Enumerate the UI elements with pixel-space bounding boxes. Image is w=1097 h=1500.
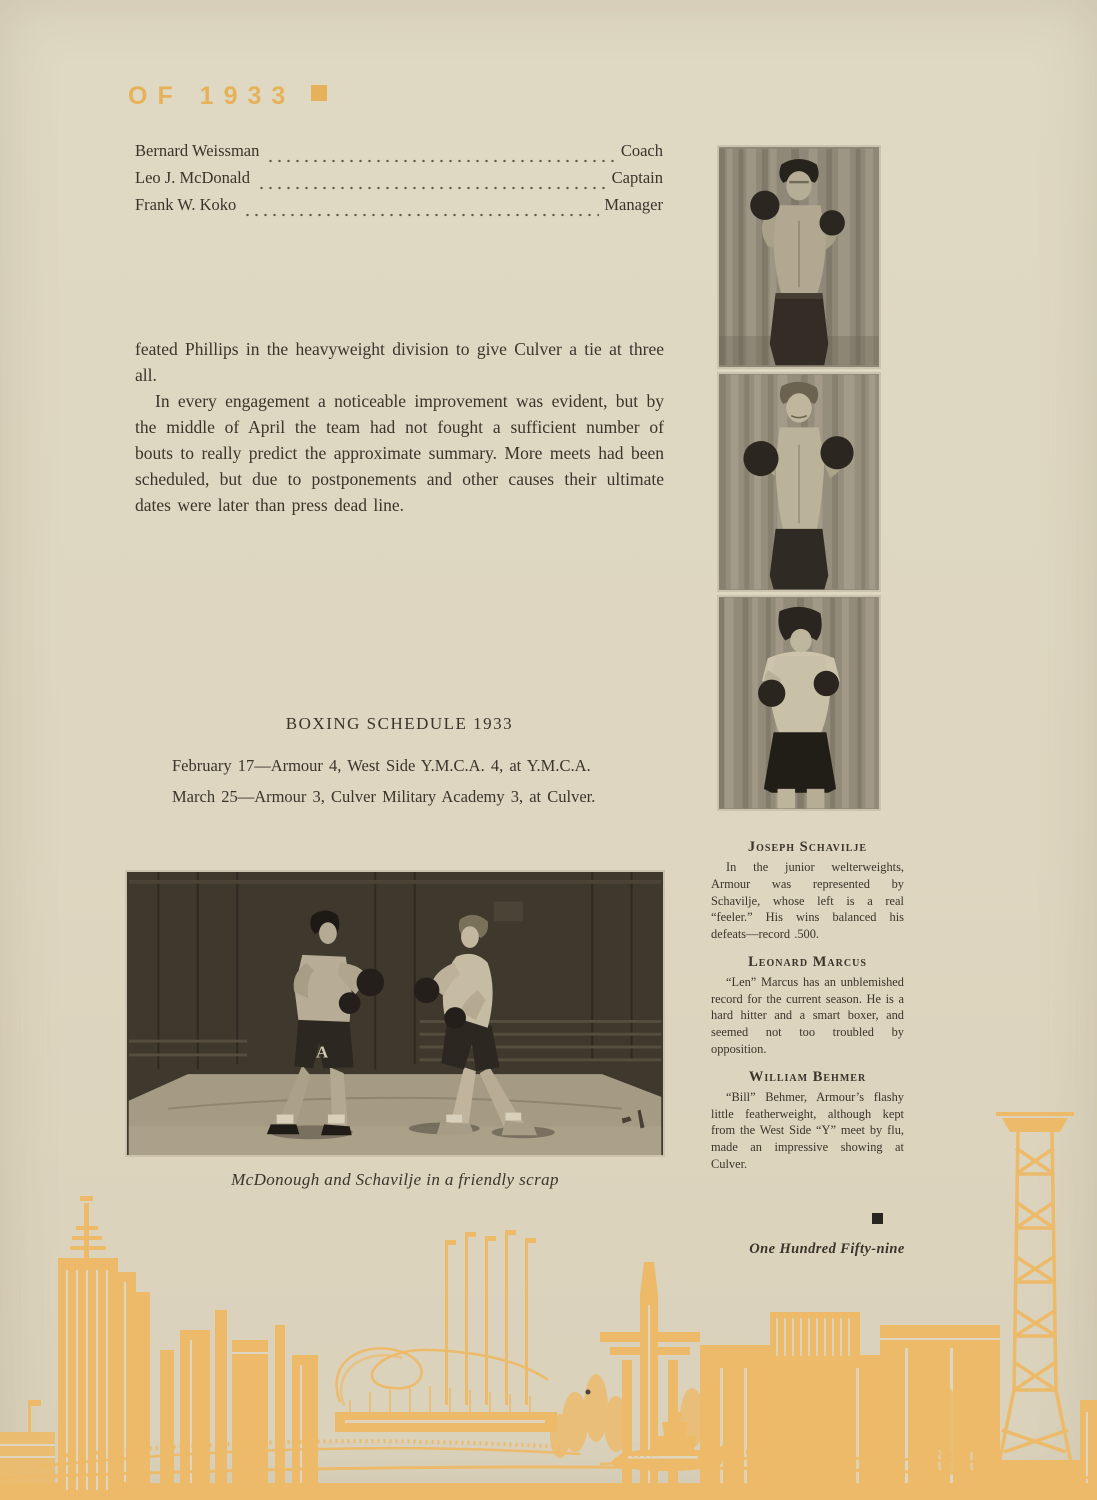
bio-leonard-marcus xyxy=(711,955,904,1058)
page-title: OF 1933 xyxy=(128,82,296,110)
article-paragraph: In every engagement a noticeable improvement was evident, but by the middle of April the team had not fought a sufficient number of bouts to really predict the approximate summary. More meets had been scheduled, but due to postponements and other causes their ultimate dates were later than press dead line. xyxy=(135,391,664,515)
bio-text: In the junior welterweights, Armour was represented by Schavilje, whose left is a real “feeler.” His wins balanced his defeats—record .500. xyxy=(711,859,904,942)
roster-name: Leo J. McDonald xyxy=(135,168,251,187)
bio-text: “Bill” Behmer, Armour’s flashy little featherweight, although kept from the West Side “Y” meet by flu, made an impressive showing at Culver. xyxy=(711,1089,904,1171)
bio-text: “Len” Marcus has an unblemished record for the current season. He is a hard hitter and a smart boxer, and seemed not too troubled by opposition. xyxy=(711,974,904,1057)
roster-role: Captain xyxy=(611,168,663,187)
schedule-entry: March 25—Armour 3, Culver Military Academy 3, at Culver. xyxy=(172,787,596,806)
black-square-decoration xyxy=(872,1213,883,1224)
boxer-portrait-photo-3 xyxy=(717,595,881,811)
schedule-list xyxy=(172,750,677,812)
sparring-action-photo xyxy=(125,870,665,1157)
roster-row xyxy=(135,168,663,195)
orange-square-decoration xyxy=(311,85,327,101)
bio-name: Joseph Schavilje xyxy=(747,839,868,855)
roster-row xyxy=(135,141,663,168)
portrait-photo-column xyxy=(717,145,881,814)
trunks-letter: A xyxy=(316,1042,329,1062)
roster-row xyxy=(135,195,663,222)
roster-name: Bernard Weissman xyxy=(135,141,260,160)
article-body xyxy=(135,336,664,518)
page-number: One Hundred Fifty-nine xyxy=(749,1241,905,1257)
dot-leader xyxy=(266,158,615,164)
article-paragraph: feated Phillips in the heavyweight division to give Culver a tie at three all. xyxy=(135,339,664,385)
bio-joseph-schavilje xyxy=(711,840,904,943)
schedule-entry: February 17—Armour 4, West Side Y.M.C.A. 4, at Y.M.C.A. xyxy=(172,756,591,775)
bio-column xyxy=(711,840,904,1173)
dot-leader xyxy=(257,185,607,191)
roster-name: Frank W. Koko xyxy=(135,195,237,214)
boxer-portrait-photo-2 xyxy=(717,372,881,592)
team-roster xyxy=(135,141,663,222)
worlds-fair-skyline-artwork xyxy=(0,1100,1097,1500)
bio-name: William Behmer xyxy=(748,1068,867,1085)
dot-leader xyxy=(243,212,599,218)
boxer-portrait-photo-1 xyxy=(717,145,881,369)
roster-role: Coach xyxy=(620,141,663,160)
bio-name: Leonard Marcus xyxy=(748,953,867,970)
schedule-title: BOXING SCHEDULE 1933 xyxy=(285,714,514,733)
photo-caption: McDonough and Schavilje in a friendly scrap xyxy=(231,1170,559,1189)
bio-william-behmer xyxy=(711,1070,904,1173)
roster-role: Manager xyxy=(604,195,663,214)
page-masthead xyxy=(128,84,327,109)
